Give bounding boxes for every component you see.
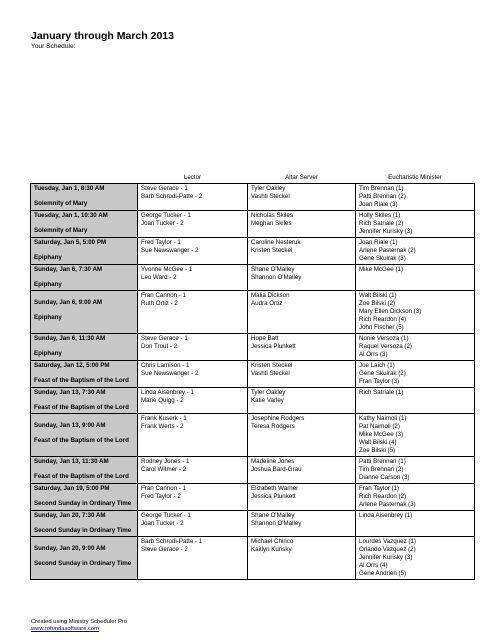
lector-name: Joan Tucker - 2 [141,220,184,227]
altar-server-name: Kaitlyn Kurisky [251,546,292,553]
altar-server-name: Shannon O'Malley [251,274,302,281]
lector-name: Fran Cannon - 1 [141,292,187,299]
eucharistic-minister-name: Arlene Pasternak (2) [359,247,416,254]
eucharistic-minister-name: Arlene Pasternak (3) [359,501,416,508]
mass-date: Saturday, Jan 5, 5:00 PM [34,239,107,246]
table-row [31,414,475,457]
eucharistic-minister-name: Gene Skulrak (3) [359,255,406,262]
feast-name: Solemnity of Mary [34,200,88,207]
header-altar-server: Altar Server [248,169,356,184]
eucharistic-minister-cell [356,484,475,511]
mass-date: Sunday, Jan 6, 9:00 AM [34,299,103,306]
lector-name: Ruth Ortiz - 2 [141,300,178,307]
eucharistic-minister-cell [356,238,475,265]
eucharistic-minister-name: Mike McGee (1) [359,266,404,273]
footer-credit: Created using Ministry Scheduler Pro [31,619,128,625]
eucharistic-minister-name: Walt Bilski (4) [359,439,397,446]
mass-date: Sunday, Jan 13, 7:30 AM [34,389,106,396]
altar-server-name: Nicholas Skiles [251,212,293,219]
altar-server-cell [248,537,356,580]
altar-server-cell [248,291,356,334]
lector-name: Joan Tucker - 2 [141,520,184,527]
eucharistic-minister-name: Kathy Naimoli (1) [359,415,407,422]
eucharistic-minister-name: Al Orrs (3) [359,351,388,358]
eucharistic-minister-name: Rich Satriale (2) [359,220,404,227]
eucharistic-minister-name: Dianne Carson (3) [359,474,410,481]
altar-server-name: Katie Varley [251,397,284,404]
altar-server-cell [248,184,356,211]
mass-date: Saturday, Jan 12, 5:00 PM [34,362,110,369]
altar-server-name: Tyler Oakley [251,389,286,396]
lector-name: Barb Schrodi-Patte - 1 [141,538,203,545]
eucharistic-minister-name: Nonie Versoza (1) [359,335,409,342]
eucharistic-minister-name: Zoe Bilski (2) [359,300,396,307]
eucharistic-minister-name: Mary Ellen Dickson (3) [359,308,422,315]
altar-server-name: Teresa Rodgers [251,423,295,430]
date-gap [34,247,134,254]
lector-name: Carol Witmer - 2 [141,466,187,473]
feast-name: Feast of the Baptism of the Lord [34,377,129,384]
date-gap [34,430,134,437]
page-subtitle: Your Schedule: [31,43,76,50]
date-gap [34,520,134,527]
lector-name: Fred Taylor - 2 [141,493,181,500]
altar-server-name: Kristen Steckel [251,247,293,254]
eucharistic-minister-name: Jennifer Kurisky (3) [359,554,413,561]
eucharistic-minister-cell [356,184,475,211]
date-cell [31,414,138,457]
eucharistic-minister-name: Patti Brennan (1) [359,458,406,465]
altar-server-cell [248,457,356,484]
eucharistic-minister-name: Orlando Vazquez (2) [359,546,416,553]
lector-name: Steve Gerace - 1 [141,185,188,192]
lector-name: Chris Lamison - 1 [141,362,190,369]
mass-date: Sunday, Jan 6, 11:30 AM [34,335,106,342]
eucharistic-minister-name: Joe Laich (1) [359,362,395,369]
feast-name: Epiphany [34,350,62,357]
altar-server-name: Shannon O'Malley [251,520,302,527]
lector-name: Frank Kuserk - 1 [141,415,187,422]
table-row [31,484,475,511]
lector-cell [138,184,248,211]
date-cell [31,511,138,537]
table-row [31,511,475,537]
date-gap [34,343,134,350]
altar-server-name: Malia Dickson [251,292,290,299]
altar-server-name: Caroline Nesteruk [251,239,301,246]
feast-name: Second Sunday in Ordinary Time [34,560,132,567]
eucharistic-minister-name: Tim Brennan (1) [359,185,404,192]
altar-server-name: Josephine Rodgers [251,415,305,422]
lector-cell [138,238,248,265]
altar-server-cell [248,484,356,511]
lector-cell [138,361,248,388]
mass-date: Tuesday, Jan 1, 8:30 AM [34,185,105,192]
date-cell [31,361,138,388]
altar-server-name: Jessica Plunkett [251,493,296,500]
altar-server-name: Vashti Steckel [251,193,290,200]
table-row [31,238,475,265]
lector-cell [138,334,248,361]
eucharistic-minister-name: Rich Reardon (4) [359,316,407,323]
altar-server-name: Jessica Plunkett [251,343,296,350]
eucharistic-minister-cell [356,291,475,334]
lector-cell [138,388,248,414]
altar-server-cell [248,414,356,457]
lector-cell [138,484,248,511]
eucharistic-minister-name: Al Orrs (4) [359,562,388,569]
lector-cell [138,511,248,537]
lector-name: Barb Schrodi-Patte - 2 [141,193,203,200]
altar-server-name: Tyler Oakley [251,185,286,192]
lector-name: Leo Ward - 2 [141,274,177,281]
table-row [31,184,475,211]
footer [31,619,127,633]
altar-server-name: Shane O'Malley [251,266,295,273]
lector-name: Marie Quigg - 2 [141,397,184,404]
lector-name: Yvonne McGee - 1 [141,266,193,273]
eucharistic-minister-name: Walt Bilski (1) [359,292,397,299]
altar-server-name: Madeline Jones [251,458,295,465]
eucharistic-minister-name: Fran Taylor (1) [359,485,400,492]
mass-date: Sunday, Jan 6, 7:30 AM [34,266,103,273]
feast-name: Epiphany [34,314,62,321]
lector-name: George Tucker - 1 [141,212,191,219]
feast-name: Feast of the Baptism of the Lord [34,404,129,411]
eucharistic-minister-name: Lourdes Vazquez (1) [359,538,416,545]
date-cell [31,388,138,414]
altar-server-cell [248,361,356,388]
date-cell [31,537,138,580]
table-row [31,334,475,361]
date-top-gap [34,538,134,545]
table-row [31,291,475,334]
eucharistic-minister-name: Holly Skiles (1) [359,212,401,219]
date-cell [31,334,138,361]
date-cell [31,265,138,291]
eucharistic-minister-cell [356,211,475,238]
lector-cell [138,457,248,484]
date-cell [31,238,138,265]
date-gap [34,493,134,500]
date-gap [34,553,134,560]
altar-server-name: Hope Batt [251,335,279,342]
mass-date: Sunday, Jan 20, 7:30 AM [34,512,106,519]
eucharistic-minister-cell [356,414,475,457]
eucharistic-minister-name: Pat Naimoli (2) [359,423,400,430]
lector-cell [138,537,248,580]
eucharistic-minister-name: Tim Brennan (2) [359,466,404,473]
altar-server-name: Meghan Skiles [251,220,292,227]
eucharistic-minister-cell [356,511,475,537]
lector-name: Frank Werts - 2 [141,423,184,430]
lector-name: Steve Gerace - 1 [141,335,188,342]
mass-date: Sunday, Jan 13, 11:30 AM [34,458,109,465]
altar-server-name: Kristen Steckel [251,362,293,369]
altar-server-name: Shane O'Malley [251,512,295,519]
lector-name: Fred Taylor - 1 [141,239,181,246]
altar-server-name: Michael Chirico [251,538,294,545]
eucharistic-minister-name: Zoe Bilski (5) [359,447,396,454]
lector-name: Linda Aisenbrey - 1 [141,389,194,396]
eucharistic-minister-name: Jennifer Kurisky (3) [359,228,413,235]
schedule-table [30,169,475,580]
lector-cell [138,211,248,238]
header-date [31,169,138,184]
lector-cell [138,291,248,334]
lector-name: Sue Newswanger - 2 [141,370,199,377]
feast-name: Epiphany [34,254,62,261]
date-gap [34,466,134,473]
mass-date: Tuesday, Jan 1, 10:30 AM [34,212,108,219]
date-cell [31,211,138,238]
lector-name: Steve Gerace - 2 [141,546,188,553]
schedule-body [31,184,475,580]
lector-name: Sue Newswanger - 2 [141,247,199,254]
date-top-gap [34,415,134,422]
lector-name: Rodney Jones - 1 [141,458,190,465]
mass-date: Saturday, Jan 19, 5:00 PM [34,485,110,492]
feast-name: Feast of the Baptism of the Lord [34,437,129,444]
eucharistic-minister-name: Linda Aisenbrey (1) [359,512,413,519]
altar-server-cell [248,238,356,265]
altar-server-name: Audra Ortiz [251,300,283,307]
lector-cell [138,414,248,457]
date-gap [34,370,134,377]
date-gap [34,397,134,404]
footer-link[interactable]: www.rotundasoftware.com [31,626,99,632]
eucharistic-minister-cell [356,334,475,361]
table-row [31,361,475,388]
eucharistic-minister-cell [356,457,475,484]
eucharistic-minister-name: John Fischer (5) [359,324,404,331]
eucharistic-minister-name: Fran Taylor (3) [359,378,400,385]
eucharistic-minister-name: Joan Riale (1) [359,239,398,246]
eucharistic-minister-cell [356,537,475,580]
table-row [31,265,475,291]
mass-date: Sunday, Jan 13, 9:00 AM [34,422,106,429]
date-gap [34,307,134,314]
date-gap [34,193,134,200]
mass-date: Sunday, Jan 20, 9:00 AM [34,545,106,552]
feast-name: Feast of the Baptism of the Lord [34,473,129,480]
feast-name: Solemnity of Mary [34,227,88,234]
date-cell [31,291,138,334]
eucharistic-minister-name: Raquel Versoza (2) [359,343,412,350]
altar-server-cell [248,211,356,238]
eucharistic-minister-name: Rich Satriale (1) [359,389,404,396]
eucharistic-minister-name: Mike McGee (3) [359,431,404,438]
eucharistic-minister-name: Patti Brennan (2) [359,193,406,200]
feast-name: Epiphany [34,281,62,288]
date-top-gap [34,292,134,299]
table-row [31,388,475,414]
eucharistic-minister-cell [356,388,475,414]
date-cell [31,484,138,511]
lector-name: Don Trout - 2 [141,343,178,350]
altar-server-cell [248,511,356,537]
lector-name: Fran Cannon - 1 [141,485,187,492]
eucharistic-minister-cell [356,265,475,291]
table-row [31,537,475,580]
table-header-row [31,169,475,184]
eucharistic-minister-name: Gene Skulrak (2) [359,370,406,377]
feast-name: Second Sunday in Ordinary Time [34,527,132,534]
date-gap [34,220,134,227]
altar-server-cell [248,265,356,291]
table-row [31,211,475,238]
lector-name: George Tucker - 1 [141,512,191,519]
date-gap [34,274,134,281]
feast-name: Second Sunday in Ordinary Time [34,500,132,507]
eucharistic-minister-cell [356,361,475,388]
altar-server-name: Joshua Bard-Grau [251,466,302,473]
header-lector: Lector [138,169,248,184]
eucharistic-minister-name: Joan Riale (3) [359,201,398,208]
altar-server-name: Vashti Steckel [251,370,290,377]
altar-server-name: Elizabeth Warner [251,485,299,492]
header-eucharistic-minister: Eucharistic Minister [356,169,475,184]
date-cell [31,457,138,484]
eucharistic-minister-name: Gene Andrien (5) [359,570,407,577]
altar-server-cell [248,388,356,414]
altar-server-cell [248,334,356,361]
page-title: January through March 2013 [31,30,174,42]
lector-cell [138,265,248,291]
eucharistic-minister-name: Rich Reardon (2) [359,493,407,500]
date-cell [31,184,138,211]
table-row [31,457,475,484]
